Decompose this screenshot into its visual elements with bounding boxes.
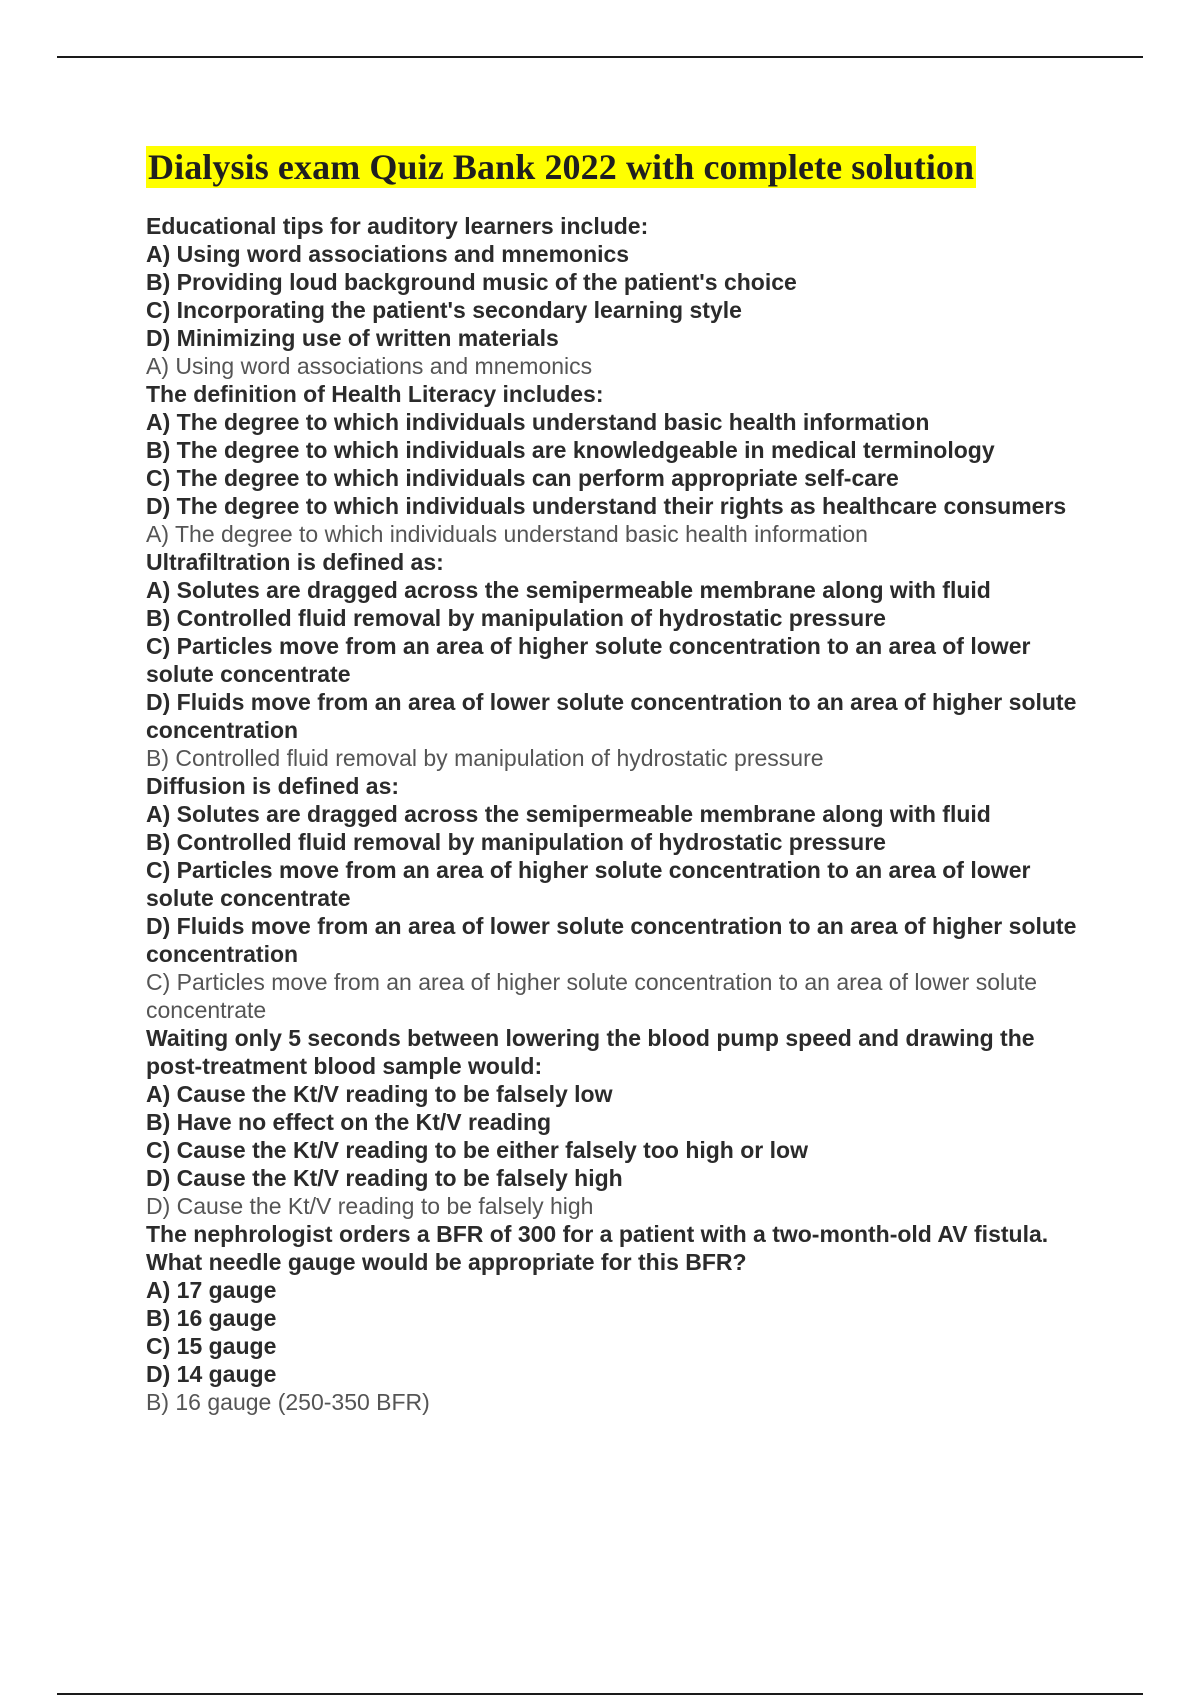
top-rule bbox=[57, 56, 1143, 58]
option-b: B) Have no effect on the Kt/V reading bbox=[146, 1109, 552, 1135]
question-block-1 bbox=[146, 212, 1086, 380]
bottom-rule bbox=[57, 1693, 1143, 1695]
option-c: C) Cause the Kt/V reading to be either falsely too high or low bbox=[146, 1137, 808, 1163]
question-text: Ultrafiltration is defined as: bbox=[146, 549, 444, 575]
question-block-2 bbox=[146, 380, 1086, 548]
option-b: B) 16 gauge bbox=[146, 1305, 277, 1331]
option-a: A) Cause the Kt/V reading to be falsely low bbox=[146, 1081, 613, 1107]
option-a: A) Using word associations and mnemonics bbox=[146, 241, 630, 267]
answer-text: B) 16 gauge (250-350 BFR) bbox=[146, 1389, 430, 1415]
answer-text: B) Controlled fluid removal by manipulation of hydrostatic pressure bbox=[146, 745, 824, 771]
option-a: A) 17 gauge bbox=[146, 1277, 277, 1303]
option-c: C) Particles move from an area of higher solute concentration to an area of lower solute concentrate bbox=[146, 633, 1031, 687]
option-b: B) The degree to which individuals are knowledgeable in medical terminology bbox=[146, 437, 995, 463]
option-d: D) Minimizing use of written materials bbox=[146, 325, 559, 351]
option-d: D) The degree to which individuals understand their rights as healthcare consumers bbox=[146, 493, 1067, 519]
option-a: A) The degree to which individuals understand basic health information bbox=[146, 409, 930, 435]
question-text: Educational tips for auditory learners include: bbox=[146, 213, 649, 239]
option-d: D) 14 gauge bbox=[146, 1361, 277, 1387]
option-d: D) Fluids move from an area of lower solute concentration to an area of higher solute concentration bbox=[146, 689, 1077, 743]
answer-text: D) Cause the Kt/V reading to be falsely high bbox=[146, 1193, 594, 1219]
answer-text: C) Particles move from an area of higher solute concentration to an area of lower solute concentrate bbox=[146, 969, 1038, 1023]
question-text: Waiting only 5 seconds between lowering the blood pump speed and drawing the post-treatment blood sample would: bbox=[146, 1025, 1035, 1079]
option-c: C) The degree to which individuals can perform appropriate self-care bbox=[146, 465, 899, 491]
option-c: C) Particles move from an area of higher solute concentration to an area of lower solute concentrate bbox=[146, 857, 1031, 911]
option-b: B) Controlled fluid removal by manipulation of hydrostatic pressure bbox=[146, 829, 886, 855]
document-title: Dialysis exam Quiz Bank 2022 with complete solution bbox=[148, 147, 975, 187]
question-block-6 bbox=[146, 1220, 1086, 1416]
option-d: D) Fluids move from an area of lower solute concentration to an area of higher solute concentration bbox=[146, 913, 1077, 967]
option-a: A) Solutes are dragged across the semipermeable membrane along with fluid bbox=[146, 577, 991, 603]
document-body bbox=[146, 146, 1086, 1416]
option-c: C) Incorporating the patient's secondary learning style bbox=[146, 297, 742, 323]
question-text: The definition of Health Literacy includes: bbox=[146, 381, 604, 407]
question-block-5 bbox=[146, 1024, 1086, 1220]
answer-text: A) The degree to which individuals understand basic health information bbox=[146, 521, 868, 547]
question-block-3 bbox=[146, 548, 1086, 772]
question-text: Diffusion is defined as: bbox=[146, 773, 400, 799]
option-b: B) Providing loud background music of the patient's choice bbox=[146, 269, 797, 295]
question-text: The nephrologist orders a BFR of 300 for a patient with a two-month-old AV fistula. What needle gauge would be appropriate for this BFR? bbox=[146, 1221, 1049, 1275]
question-block-4 bbox=[146, 772, 1086, 1024]
option-c: C) 15 gauge bbox=[146, 1333, 277, 1359]
option-d: D) Cause the Kt/V reading to be falsely high bbox=[146, 1165, 623, 1191]
option-a: A) Solutes are dragged across the semipermeable membrane along with fluid bbox=[146, 801, 991, 827]
answer-text: A) Using word associations and mnemonics bbox=[146, 353, 593, 379]
option-b: B) Controlled fluid removal by manipulation of hydrostatic pressure bbox=[146, 605, 886, 631]
